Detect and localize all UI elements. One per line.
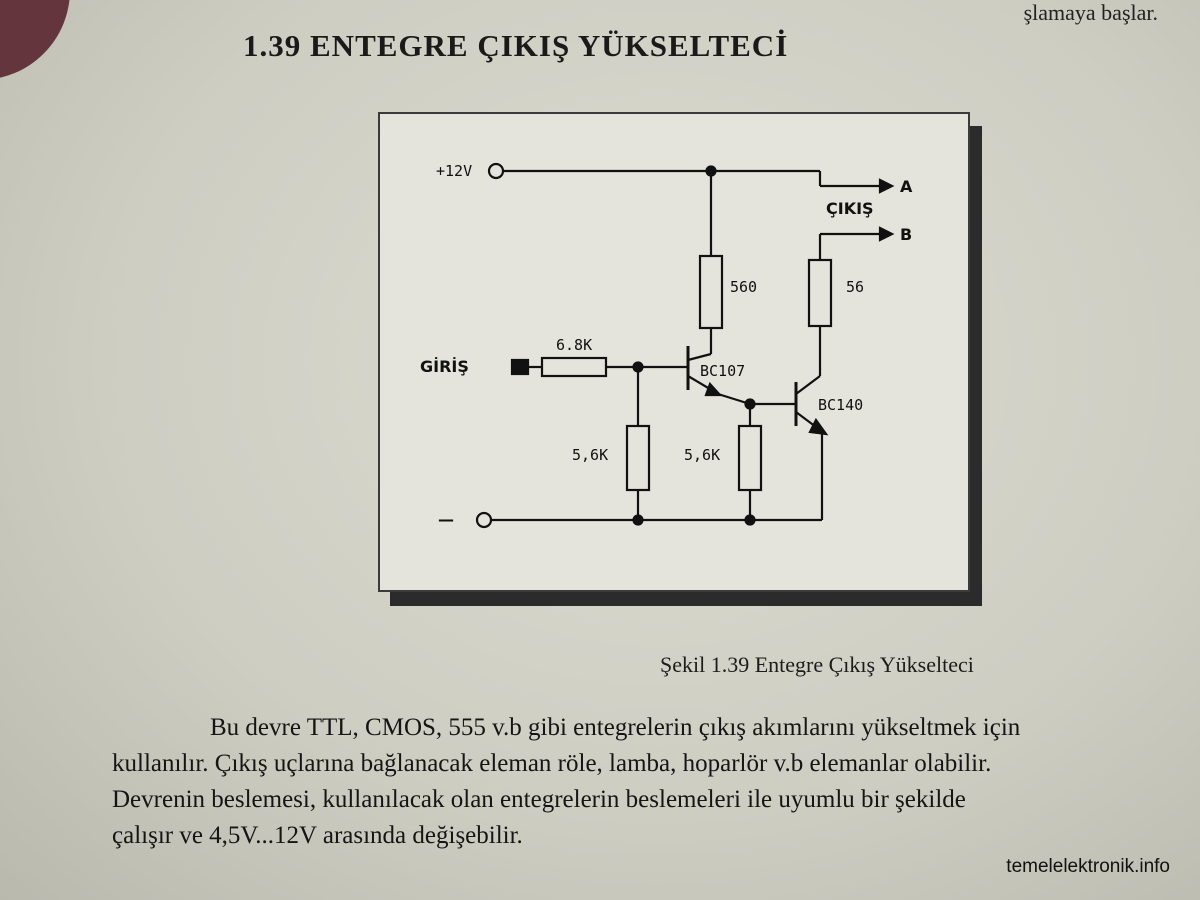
- r-collector1-label: 560: [730, 278, 758, 296]
- q2-label: BC140: [818, 396, 864, 414]
- r-collector2-label: 56: [846, 278, 865, 296]
- resistor-560: [700, 256, 722, 328]
- resistor-5k6-2: [739, 426, 761, 490]
- output-label: ÇIKIŞ: [826, 199, 874, 218]
- body-line: kullanılır. Çıkış uçlarına bağlanacak eleman röle, lamba, hoparlör v.b elemanlar olabilir.: [112, 750, 992, 777]
- input-connector: [512, 360, 528, 374]
- r-base2-label: 5,6K: [684, 446, 721, 464]
- output-a-label: A: [900, 177, 913, 196]
- circuit-diagram: [380, 114, 968, 590]
- r-base1-label: 5,6K: [572, 446, 609, 464]
- body-line: çalışır ve 4,5V...12V arasında değişebilir.: [112, 822, 523, 849]
- section-title: 1.39 ENTEGRE ÇIKIŞ YÜKSELTECİ: [243, 28, 789, 63]
- q1-emitter-arrow: [706, 384, 720, 395]
- resistor-5k6-1: [627, 426, 649, 490]
- output-a-arrow: [880, 180, 892, 192]
- q2-emitter-arrow: [810, 420, 826, 434]
- resistor-6k8: [542, 358, 606, 376]
- body-line: Bu devre TTL, CMOS, 555 v.b gibi entegrelerin çıkış akımlarını yükseltmek için: [210, 714, 1021, 741]
- supply-terminal: [489, 164, 503, 178]
- supply-label: +12V: [436, 162, 473, 180]
- r-input-label: 6.8K: [556, 336, 593, 354]
- previous-text-fragment: şlamaya başlar.: [1023, 0, 1158, 25]
- page-corner-shadow: [0, 0, 70, 80]
- output-b-label: B: [900, 225, 913, 244]
- figure-caption: Şekil 1.39 Entegre Çıkış Yükselteci: [660, 652, 974, 677]
- watermark: temelelektronik.info: [1006, 856, 1170, 877]
- body-paragraph: [112, 710, 1200, 854]
- ground-terminal: [477, 513, 491, 527]
- output-b-arrow: [880, 228, 892, 240]
- resistor-56: [809, 260, 831, 326]
- q1-label: BC107: [700, 362, 746, 380]
- body-line: Devrenin beslemesi, kullanılacak olan entegrelerin beslemeleri ile uyumlu bir şekilde: [112, 786, 966, 813]
- circuit-figure: [378, 112, 970, 592]
- ground-label: —: [438, 510, 454, 529]
- input-label: GİRİŞ: [420, 357, 469, 376]
